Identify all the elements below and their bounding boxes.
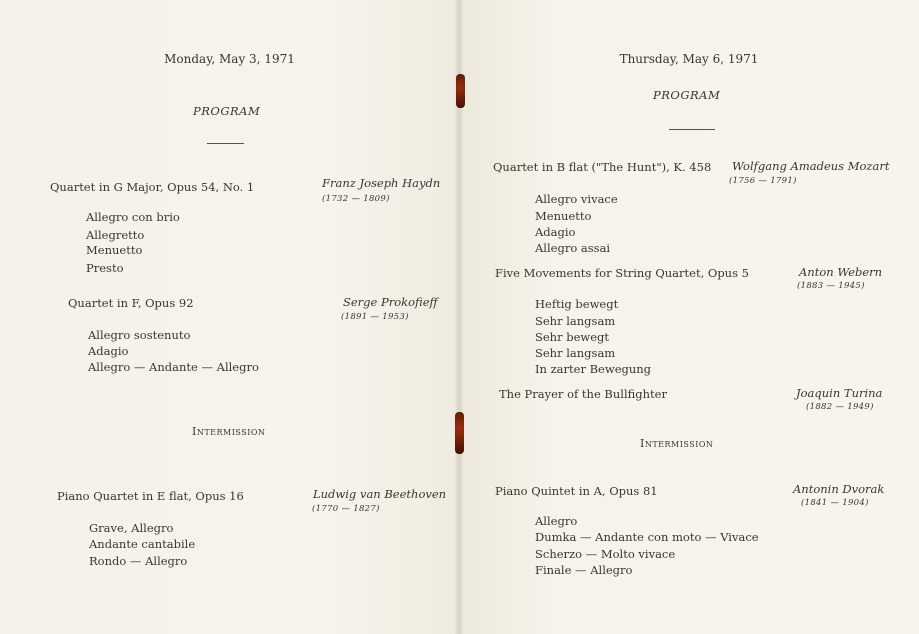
movement: Adagio [88, 344, 129, 358]
movement: Allegro sostenuto [88, 328, 191, 342]
work-composer-years: (1883 — 1945) [797, 281, 865, 291]
work-title: Five Movements for String Quartet, Opus 5 [495, 266, 749, 280]
work-title: Piano Quartet in E flat, Opus 16 [57, 489, 244, 503]
movement: Scherzo — Molto vivace [535, 547, 676, 561]
work-title: Quartet in G Major, Opus 54, No. 1 [50, 180, 255, 194]
work-composer: Ludwig van Beethoven [313, 487, 447, 501]
movement: Allegro [535, 514, 578, 528]
work-composer: Serge Prokofieff [343, 295, 438, 309]
movement: Grave, Allegro [89, 521, 174, 535]
staple-rust-mark [456, 74, 465, 108]
movement: Allegretto [86, 228, 145, 242]
work-composer: Anton Webern [799, 265, 883, 279]
work-composer-years: (1841 — 1904) [801, 498, 869, 508]
work-composer: Antonin Dvorak [793, 482, 885, 496]
work-composer-years: (1732 — 1809) [322, 194, 390, 204]
movement: Allegro assai [535, 241, 611, 255]
left-page [0, 0, 459, 634]
work-composer-years: (1882 — 1949) [806, 402, 874, 412]
staple-rust-mark [455, 412, 464, 454]
movement: Sehr langsam [535, 346, 616, 360]
work-composer: Wolfgang Amadeus Mozart [732, 159, 890, 173]
movement: Heftig bewegt [535, 297, 619, 311]
work-title: The Prayer of the Bullfighter [499, 387, 667, 401]
left-program-rule [207, 143, 244, 144]
work-title: Quartet in F, Opus 92 [68, 296, 194, 310]
work-title: Quartet in B flat ("The Hunt"), K. 458 [493, 160, 712, 174]
movement: In zarter Bewegung [535, 362, 652, 376]
left-date: Monday, May 3, 1971 [164, 52, 295, 66]
movement: Sehr langsam [535, 314, 616, 328]
movement: Menuetto [86, 243, 143, 257]
movement: Dumka — Andante con moto — Vivace [535, 530, 759, 544]
right-program-heading: PROGRAM [653, 88, 721, 102]
movement: Andante cantabile [89, 537, 196, 551]
movement: Allegro con brio [86, 210, 180, 224]
movement: Adagio [535, 225, 576, 239]
work-composer: Franz Joseph Haydn [322, 176, 441, 190]
work-composer-years: (1770 — 1827) [312, 504, 380, 514]
movement: Presto [86, 261, 124, 275]
work-title: Piano Quintet in A, Opus 81 [495, 484, 658, 498]
movement: Menuetto [535, 209, 592, 223]
right-page [459, 0, 919, 634]
work-composer-years: (1756 — 1791) [729, 176, 797, 186]
right-program-rule [669, 129, 715, 130]
left-program-heading: PROGRAM [193, 104, 261, 118]
movement: Allegro — Andante — Allegro [88, 360, 259, 374]
movement: Allegro vivace [535, 192, 618, 206]
right-intermission: Intermission [640, 437, 714, 450]
work-composer: Joaquin Turina [796, 386, 883, 400]
left-intermission: Intermission [192, 425, 266, 438]
movement: Sehr bewegt [535, 330, 610, 344]
work-composer-years: (1891 — 1953) [341, 312, 409, 322]
right-date: Thursday, May 6, 1971 [619, 52, 759, 66]
movement: Rondo — Allegro [89, 554, 188, 568]
movement: Finale — Allegro [535, 563, 633, 577]
